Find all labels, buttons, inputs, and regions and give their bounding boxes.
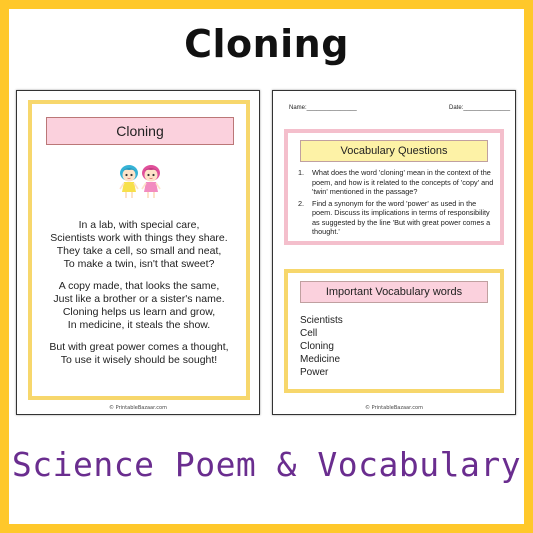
important-words-heading: Important Vocabulary words — [300, 281, 488, 303]
question-list — [298, 168, 494, 239]
poem-stanza — [32, 219, 246, 271]
poem-line: Scientists work with things they share. — [50, 232, 228, 244]
name-field-label: Name:_______________ — [289, 105, 357, 111]
poem-stanza — [32, 280, 246, 332]
poem-line: A copy made, that looks the same, — [58, 280, 220, 292]
poem-stanza — [32, 341, 246, 367]
page-footer: © PrintableBazaar.com — [365, 405, 423, 411]
vocabulary-word: Scientists — [300, 315, 343, 326]
poem-line: In medicine, it steals the show. — [67, 319, 211, 331]
poem-heading: Cloning — [46, 117, 234, 145]
word-list — [300, 314, 343, 379]
poem-line: To use it wisely should be sought! — [60, 354, 218, 366]
poem-border — [28, 100, 250, 400]
poem-line: They take a cell, so small and neat, — [56, 245, 222, 257]
question-text: Find a synonym for the word 'power' as used in the poem. Discuss its implications in terms of responsibility as suggested by the line 'But with great power comes a thought.' — [312, 198, 491, 236]
subtitle: Science Poem & Vocabulary — [11, 445, 522, 484]
worksheet-page — [272, 90, 516, 415]
vocabulary-word: Cloning — [300, 341, 334, 352]
two-doll-characters-icon — [112, 164, 168, 200]
main-title: Cloning — [184, 22, 349, 66]
poem-line: To make a twin, isn't that sweet? — [63, 258, 215, 270]
vocabulary-questions-heading: Vocabulary Questions — [300, 140, 488, 162]
vocabulary-word: Cell — [300, 328, 318, 339]
poem-line: Cloning helps us learn and grow, — [62, 306, 216, 318]
date-field-label: Date:______________ — [449, 105, 511, 111]
pink-hair-doll-icon — [142, 165, 160, 198]
poem-line: In a lab, with special care, — [78, 219, 200, 231]
vocabulary-word: Power — [300, 367, 329, 378]
question-text: What does the word 'cloning' mean in the context of the poem, and how is it related to the concepts of 'copy' and 'twin' mentioned in the passage? — [312, 168, 494, 196]
vocabulary-questions-box — [284, 129, 504, 245]
poem-page — [16, 90, 260, 415]
vocabulary-word: Medicine — [300, 354, 341, 365]
page-footer: © PrintableBazaar.com — [109, 405, 167, 411]
poem-line: But with great power comes a thought, — [49, 341, 229, 353]
poem-line: Just like a brother or a sister's name. — [53, 293, 225, 305]
question-number: 1. — [298, 168, 305, 177]
question-item — [298, 168, 494, 197]
poem-text — [32, 219, 246, 376]
question-number: 2. — [298, 198, 305, 208]
question-item — [298, 199, 494, 237]
important-words-box — [284, 269, 504, 393]
blue-hair-doll-icon — [120, 165, 138, 198]
